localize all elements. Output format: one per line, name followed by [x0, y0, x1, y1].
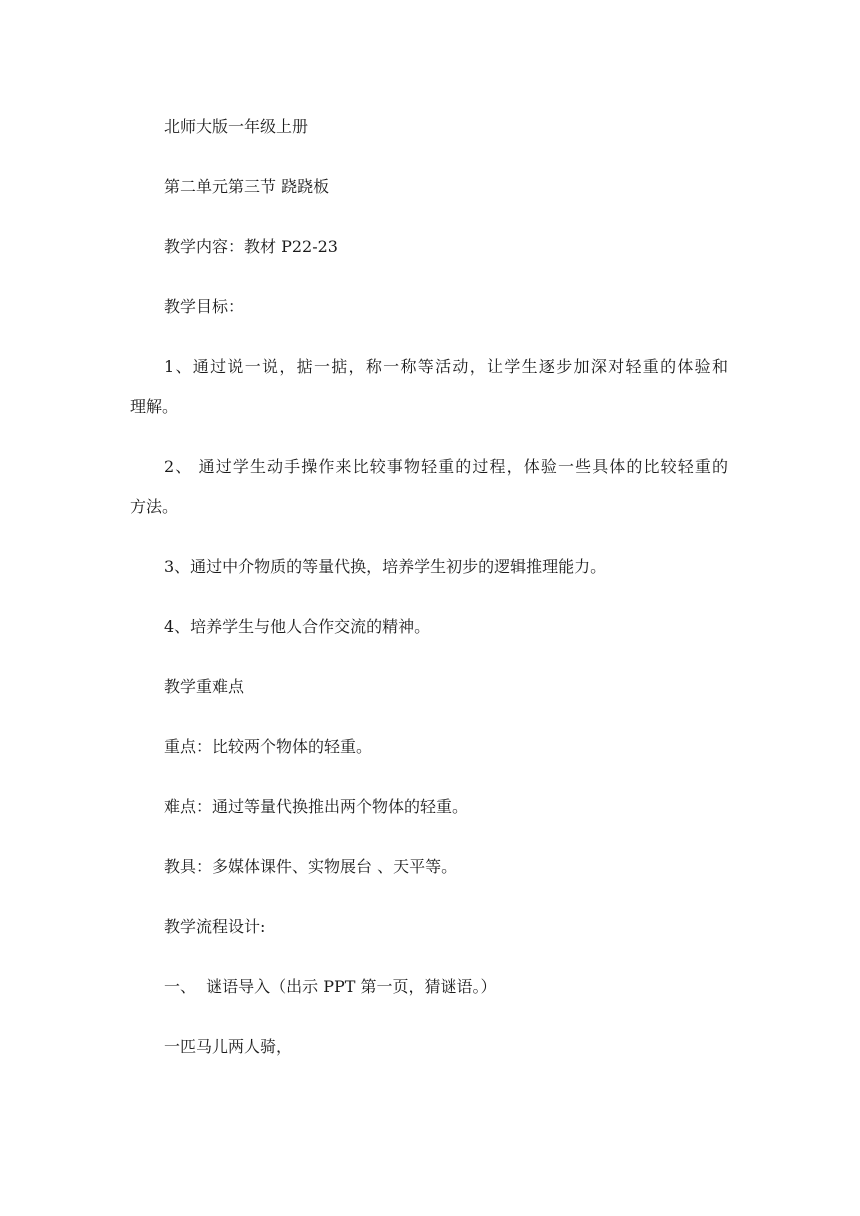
teaching-content-line: 教学内容：教材 P22-23	[164, 237, 338, 256]
section-title-line: 第二单元第三节 跷跷板	[164, 177, 330, 196]
goal-1-line-2: 理解。	[130, 397, 179, 416]
key-difficult-points-heading: 教学重难点	[164, 677, 245, 696]
difficult-point-line: 难点：通过等量代换推出两个物体的轻重。	[164, 797, 469, 816]
goal-3-line: 3、通过中介物质的等量代换，培养学生初步的逻辑推理能力。	[164, 557, 607, 576]
teaching-process-heading: 教学流程设计:	[164, 917, 266, 936]
goal-1-line-1: 1、通过说一说，掂一掂，称一称等活动，让学生逐步加深对轻重的体验和	[164, 357, 728, 376]
goal-4-line: 4、培养学生与他人合作交流的精神。	[164, 617, 431, 636]
teaching-aids-line: 教具：多媒体课件、实物展台 、天平等。	[164, 857, 458, 876]
riddle-text-line: 一匹马儿两人骑，	[164, 1037, 293, 1056]
book-title-line: 北师大版一年级上册	[164, 117, 309, 136]
riddle-intro-line: 一、 谜语导入（出示 PPT 第一页，猜谜语。）	[164, 977, 497, 996]
goal-2-line-2: 方法。	[130, 497, 179, 516]
goal-2-line-1: 2、 通过学生动手操作来比较事物轻重的过程，体验一些具体的比较轻重的	[164, 457, 728, 476]
teaching-goals-heading: 教学目标：	[164, 297, 245, 316]
key-point-line: 重点：比较两个物体的轻重。	[164, 737, 373, 756]
